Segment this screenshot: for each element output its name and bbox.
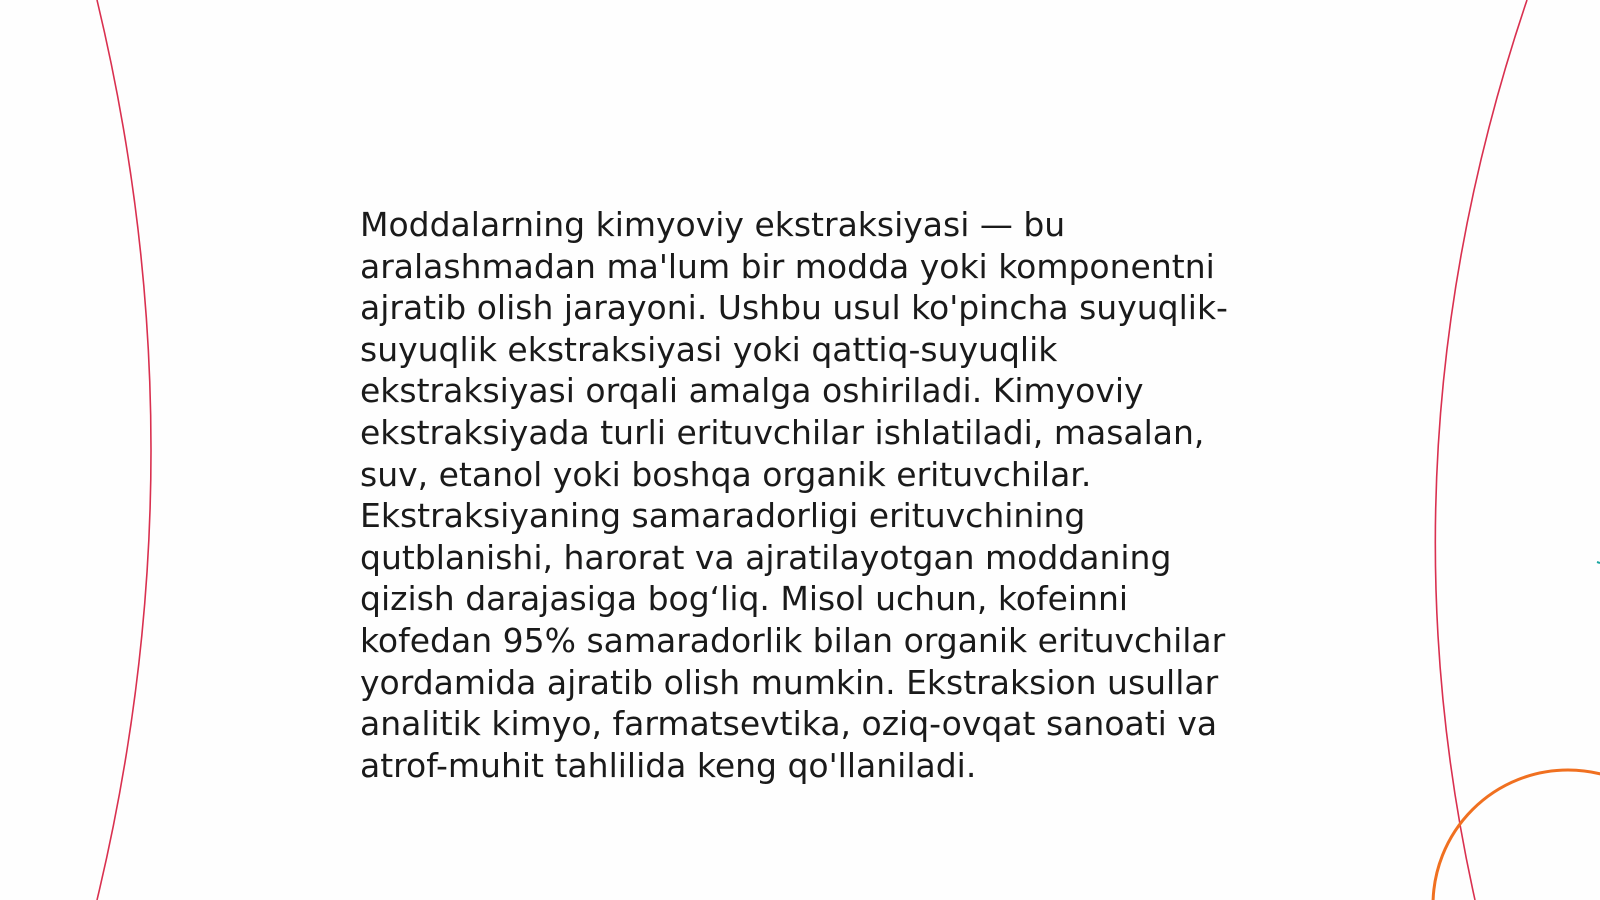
left-arc-line bbox=[97, 0, 151, 900]
body-paragraph: Moddalarning kimyoviy ekstraksiyasi — bu aralashmadan ma'lum bir modda yoki komponentni ajratib olish jarayoni. Ushbu usul ko'pincha suyuqlik- suyuqlik ekstraksiyasi yoki qattiq-suyuqlik ekstraksiyasi orqali amalga oshiriladi. Kimyoviy ekstraksiyada turli erituvchilar ishlatiladi, masalan, suv, etanol yoki boshqa organik erituvchilar. Ekstraksiyaning samaradorligi erituvchining qutblanishi, harorat va ajratilayotgan moddaning qizish darajasiga bog‘liq. Misol uchun, kofeinni kofedan 95% samaradorlik bilan organik erituvchilar yordamida ajratib olish mumkin. Ekstraksion usullar analitik kimyo, farmatsevtika, oziq-ovqat sanoati va atrof-muhit tahlilida keng qo'llaniladi. bbox=[360, 205, 1228, 785]
right-arc-line bbox=[1435, 0, 1527, 900]
orange-circle-decoration bbox=[1433, 770, 1600, 900]
